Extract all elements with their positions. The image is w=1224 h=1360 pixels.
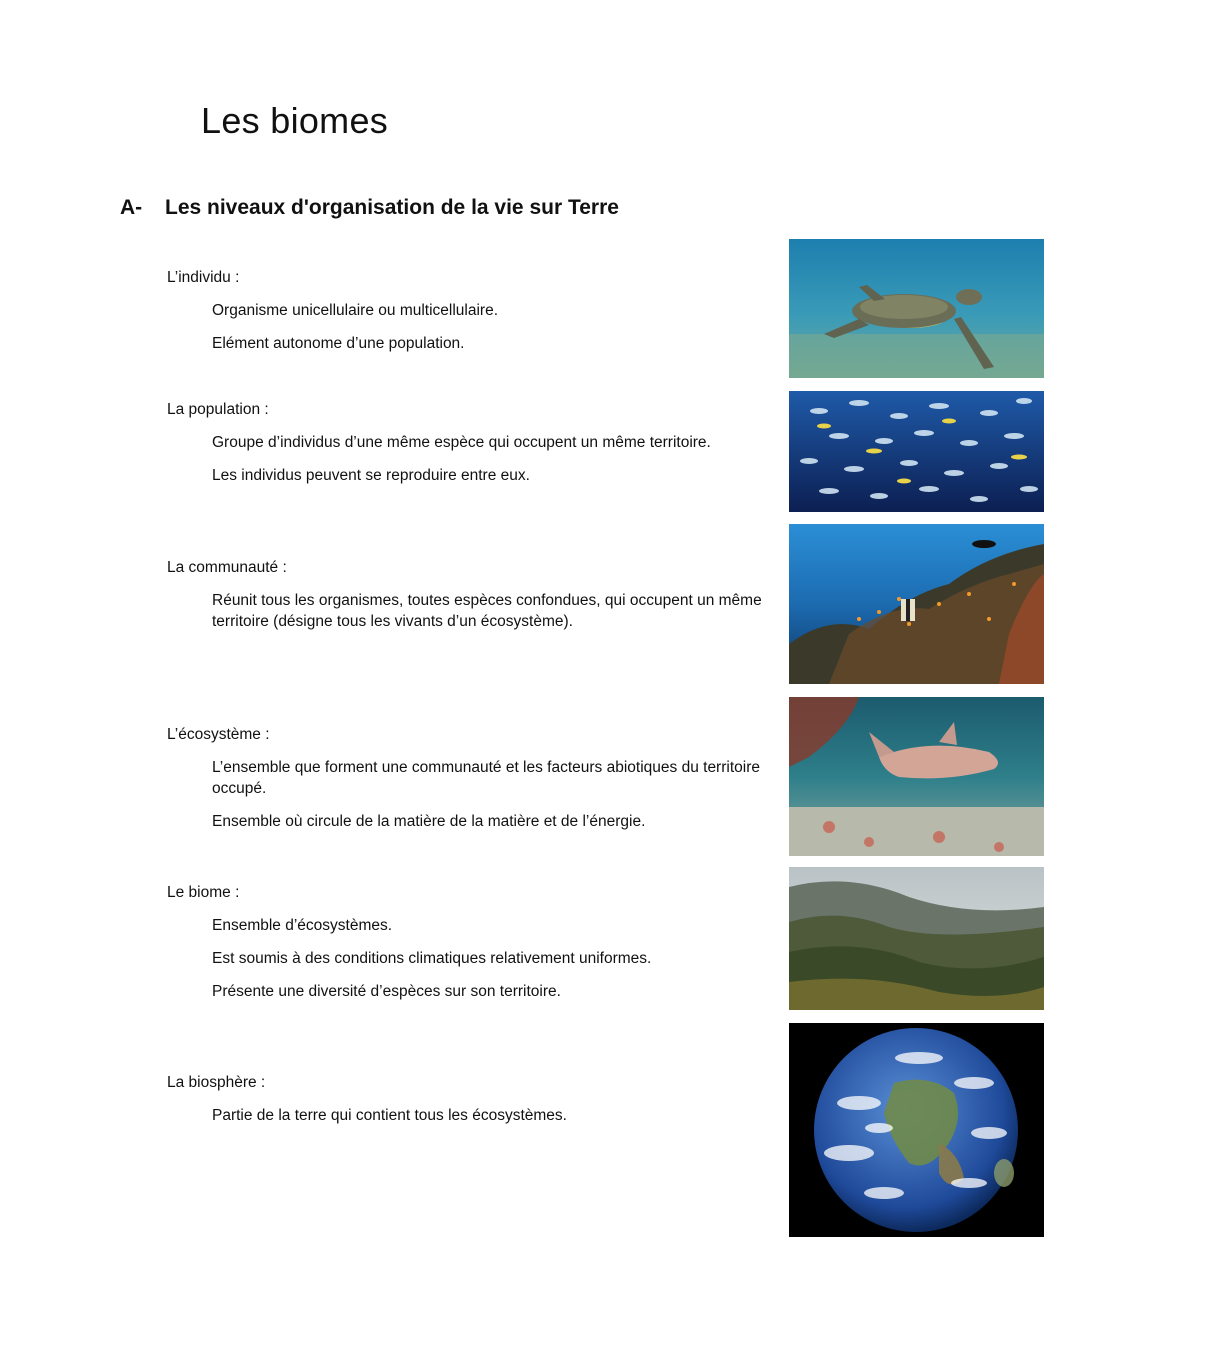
mountain-forest-photo bbox=[789, 867, 1044, 1010]
level-term: Le biome : bbox=[167, 884, 240, 901]
level-description: Elément autonome d’une population. bbox=[212, 335, 465, 352]
level-individu bbox=[167, 269, 767, 366]
school-of-fish-photo bbox=[789, 391, 1044, 512]
level-description: Organisme unicellulaire ou multicellulaire. bbox=[212, 302, 499, 319]
level-description: Réunit tous les organismes, toutes espèces confondues, qui occupent un même territoire (désigne tous les vivants d’un écosystème). bbox=[212, 592, 762, 630]
level-description: L’ensemble que forment une communauté et les facteurs abiotiques du territoire occupé. bbox=[212, 759, 760, 797]
level-description: Est soumis à des conditions climatiques relativement uniformes. bbox=[212, 950, 652, 967]
level-description: Les individus peuvent se reproduire entre eux. bbox=[212, 467, 530, 484]
coral-reef-photo bbox=[789, 524, 1044, 684]
level-description: Ensemble d’écosystèmes. bbox=[212, 917, 393, 934]
level-communaute bbox=[167, 559, 767, 644]
level-biosphere bbox=[167, 1074, 767, 1138]
level-term: La population : bbox=[167, 401, 269, 418]
level-term: L’individu : bbox=[167, 269, 240, 286]
sea-turtle-photo bbox=[789, 239, 1044, 378]
level-term: La communauté : bbox=[167, 559, 287, 576]
level-description: Partie de la terre qui contient tous les écosystèmes. bbox=[212, 1107, 567, 1124]
level-population bbox=[167, 401, 767, 498]
level-biome bbox=[167, 884, 767, 1014]
level-description: Présente une diversité d’espèces sur son territoire. bbox=[212, 983, 561, 1000]
level-term: La biosphère : bbox=[167, 1074, 266, 1091]
planet-earth-photo bbox=[789, 1023, 1044, 1237]
section-heading bbox=[120, 196, 619, 220]
section-marker: A- bbox=[120, 196, 143, 219]
level-ecosysteme bbox=[167, 726, 767, 844]
section-title: Les niveaux d'organisation de la vie sur Terre bbox=[165, 196, 619, 219]
page-title: Les biomes bbox=[201, 100, 389, 141]
level-description: Groupe d’individus d’une même espèce qui occupent un même territoire. bbox=[212, 434, 711, 451]
level-description: Ensemble où circule de la matière de la matière et de l’énergie. bbox=[212, 813, 646, 830]
level-term: L’écosystème : bbox=[167, 726, 270, 743]
reef-shark-photo bbox=[789, 697, 1044, 856]
